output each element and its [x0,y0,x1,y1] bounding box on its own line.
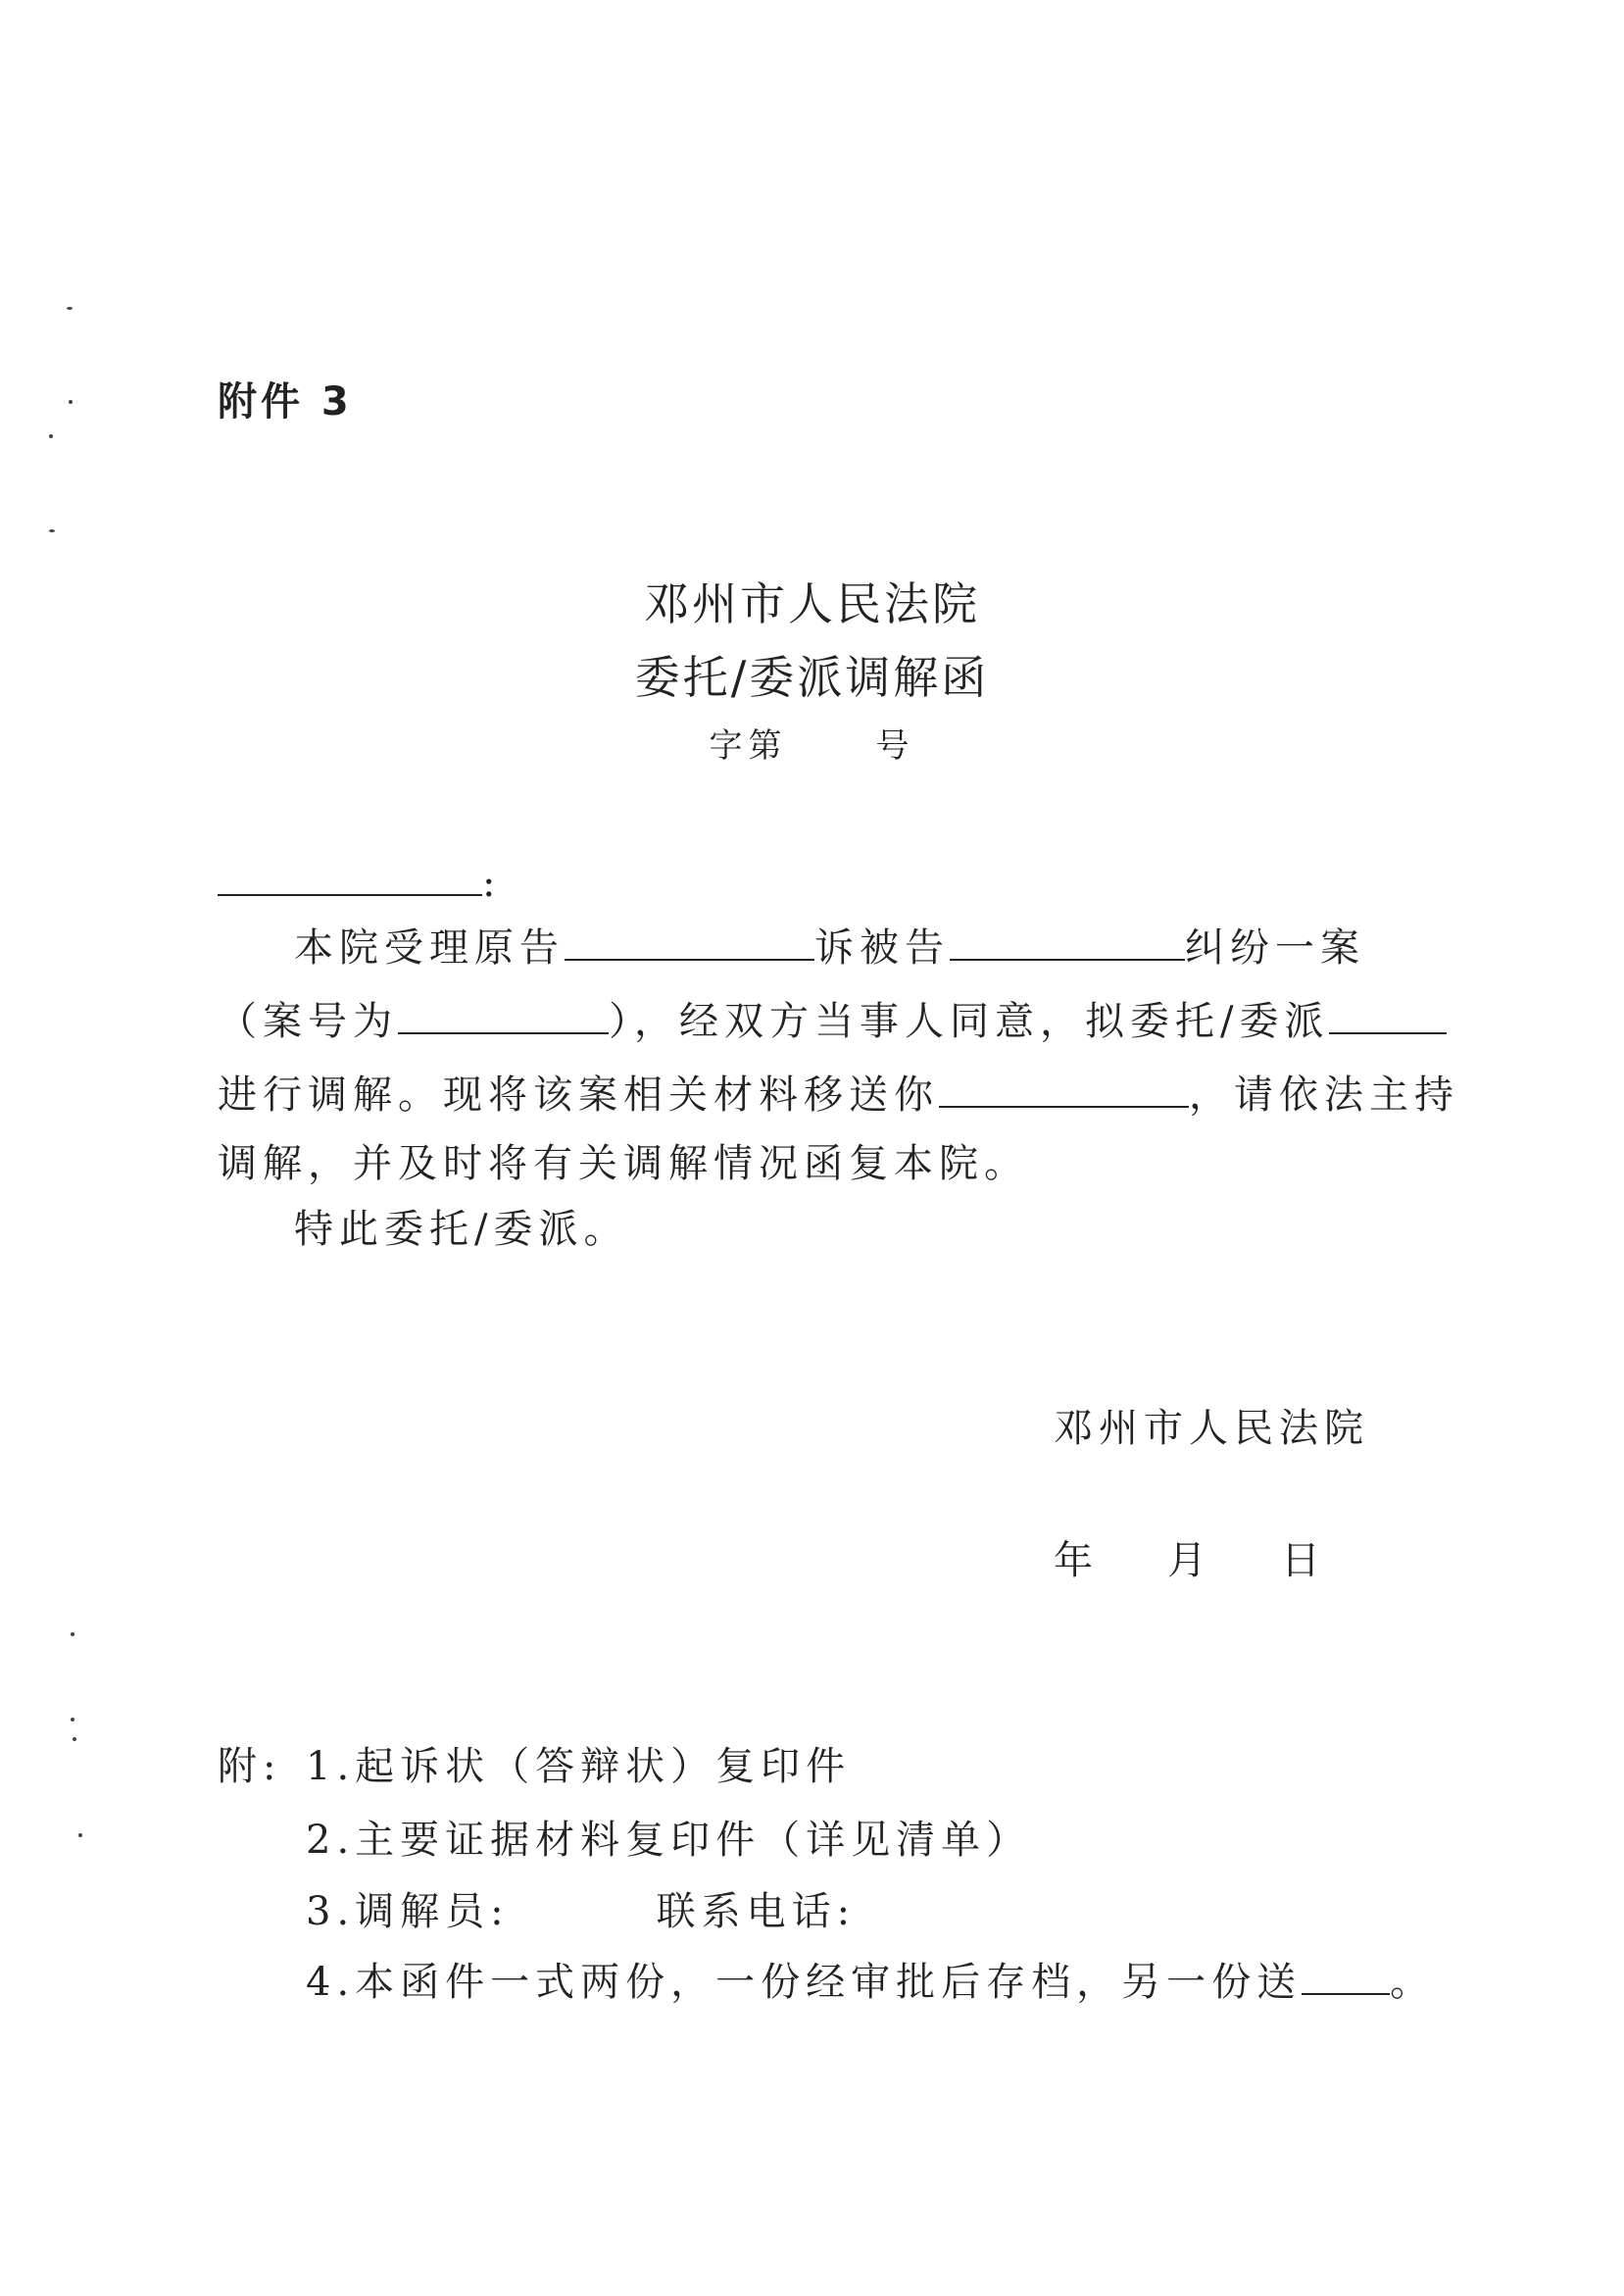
body-line-3-text-b: ，请依法主持 [1189,1073,1459,1118]
attachment-item-3 [306,1880,856,1936]
attachment-item-4-end: 。 [1390,1960,1436,2005]
date-day: 日 [1281,1538,1326,1583]
scan-speck [71,1632,74,1636]
defendant-blank [950,925,1185,961]
case-number-blank [398,999,609,1034]
body-line-1-text-b: 诉被告 [814,925,950,971]
date-year: 年 [1054,1538,1099,1583]
document-title-letter: 委托/委派调解函 [634,651,990,704]
contact-phone-label: 联系电话: [656,1889,857,1934]
attachment-label: 附件 3 [218,379,353,424]
attachment-item-2: 2.主要证据材料复印件（详见清单） [306,1818,1032,1863]
scan-speck [69,400,73,404]
body-line-2 [218,990,1447,1046]
scan-speck [71,1718,74,1722]
addressee-line [218,861,501,906]
signature-date [1054,1529,1326,1585]
addressee-colon: : [482,861,502,906]
body-line-3-text-a: 进行调解。现将该案相关材料移送你 [218,1073,939,1118]
scan-speck [67,307,73,310]
addressee-blank [218,861,482,896]
body-line-3 [218,1064,1459,1120]
send-to-blank [1302,1960,1390,1995]
attachments-heading: 附: [218,1744,282,1789]
body-line-2-text-b: ），经双方当事人同意，拟委托/委派 [609,999,1330,1044]
document-title-court: 邓州市人民法院 [644,577,980,630]
signature-court: 邓州市人民法院 [1054,1406,1369,1451]
plaintiff-blank [565,925,814,961]
attachment-item-4-text: 4.本函件一式两份，一份经审批后存档，另一份送 [306,1960,1303,2005]
body-line-2-text-a: （案号为 [218,999,398,1044]
body-line-1-text-a: 本院受理原告 [294,925,565,971]
body-line-1-text-c: 纠纷一案 [1185,925,1365,971]
scan-speck [73,1737,76,1741]
body-line-1 [294,917,1365,973]
mediator-org-blank [1329,999,1447,1034]
scan-speck [49,434,53,438]
attachment-item-4 [306,1951,1435,2007]
recipient-blank [939,1073,1189,1108]
attachment-item-1: 1.起诉状（答辩状）复印件 [306,1744,852,1789]
date-month: 月 [1167,1538,1212,1583]
document-number [0,719,1624,767]
mediator-label: 3.调解员: [306,1889,510,1934]
document-number-suffix: 号 [875,726,915,766]
document-number-prefix: 字第 [709,726,788,766]
scan-speck [49,529,55,532]
body-line-4: 调解，并及时将有关调解情况函复本院。 [218,1141,1029,1186]
scan-speck [78,1833,82,1837]
closing-line: 特此委托/委派。 [294,1207,629,1252]
